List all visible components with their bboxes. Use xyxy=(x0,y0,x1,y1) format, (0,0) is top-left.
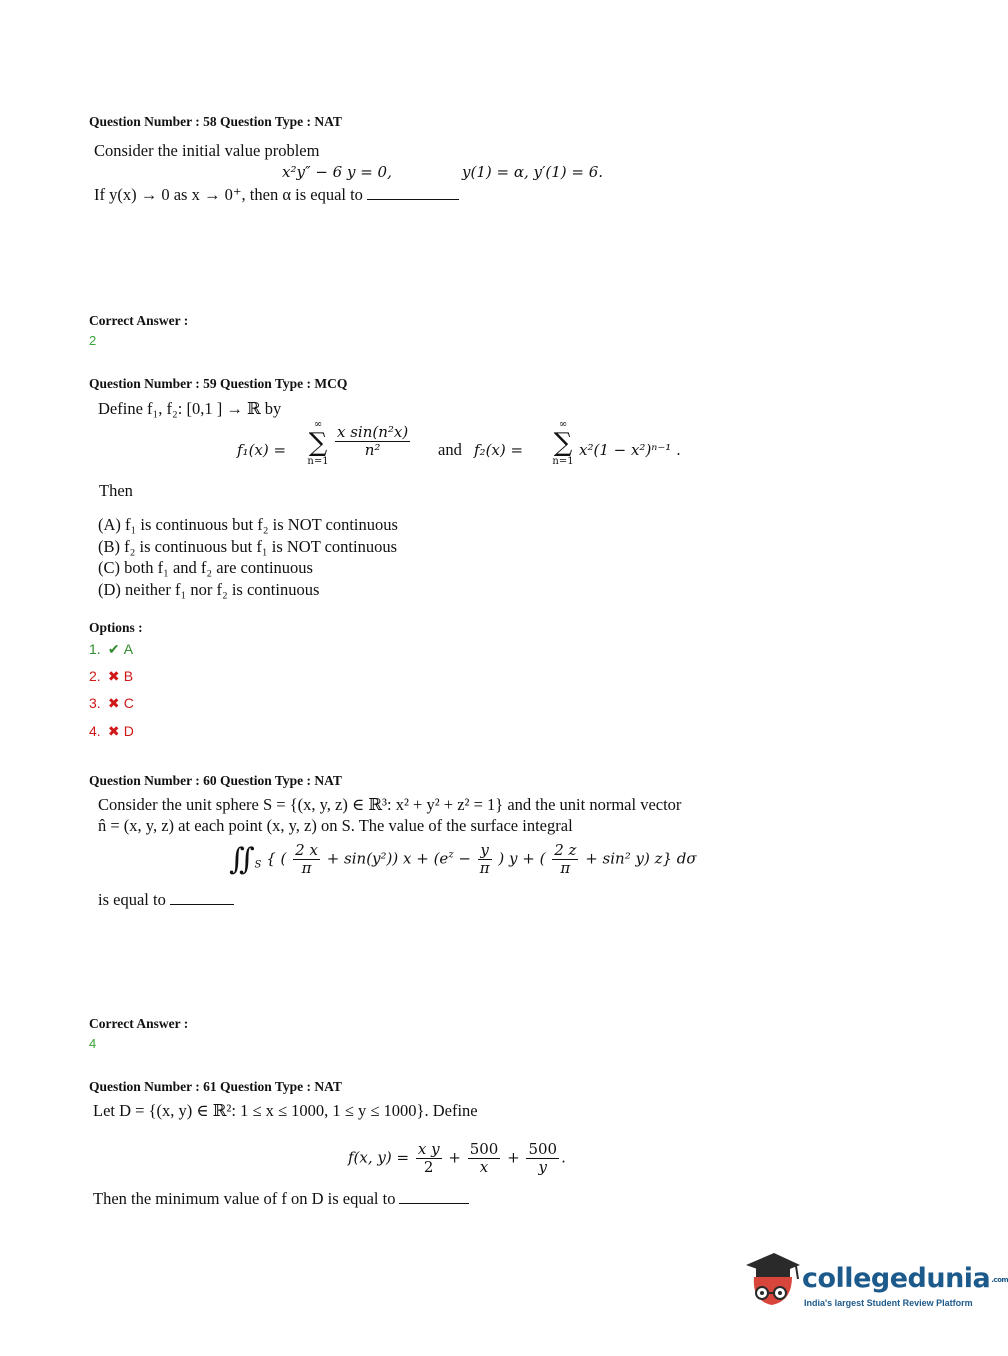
option-number: 1. xyxy=(89,641,101,657)
q59-f2-sum-upper: ∞ xyxy=(558,419,568,430)
option-letter: A xyxy=(123,641,134,657)
q61-plus-2: + xyxy=(507,1148,520,1167)
q61-frac1-den: 2 xyxy=(423,1157,434,1176)
q60-minus: − xyxy=(458,849,471,868)
q59-f1-denominator: n² xyxy=(364,440,381,459)
check-icon: ✔ xyxy=(107,641,120,657)
q59-choice-a: (A) f₁ is continuous but f₂ is NOT continuous xyxy=(98,515,398,534)
q61-frac3-den: y xyxy=(538,1157,548,1176)
q61-period: . xyxy=(561,1148,566,1167)
q59-and: and xyxy=(438,440,462,459)
logo-suffix: .com xyxy=(991,1275,1008,1284)
q61-then-line xyxy=(93,1189,469,1209)
q60-answer-blank xyxy=(170,903,234,905)
q60-frac3-den: π xyxy=(560,858,571,877)
q61-header: Question Number : 61 Question Type : NAT xyxy=(89,1079,342,1094)
q59-option-3 xyxy=(89,695,134,712)
q60-frac2-den: π xyxy=(479,858,490,877)
q61-function xyxy=(348,1142,566,1175)
q60-integral xyxy=(229,842,697,877)
q59-define: Define f₁, f₂: [0,1 ] → ℝ by xyxy=(98,399,282,418)
q59-choice-d: (D) neither f₁ nor f₂ is continuous xyxy=(98,580,320,599)
option-number: 2. xyxy=(89,668,101,684)
q59-choice-b: (B) f₂ is continuous but f₁ is NOT continuous xyxy=(98,537,398,556)
q59-f2-sum-lower: n=1 xyxy=(552,456,574,467)
q61-frac3-num: 500 xyxy=(528,1140,558,1158)
q60-frac1-den: π xyxy=(301,858,312,877)
q58-answer-label: Correct Answer : xyxy=(89,313,189,328)
option-number: 3. xyxy=(89,695,101,711)
double-integral-icon: ∬ xyxy=(229,842,255,877)
q59-f2-term: x²(1 − x²)ⁿ⁻¹ . xyxy=(579,441,681,459)
q61-f-lhs: f(x, y) = xyxy=(348,1148,410,1167)
q59-f1-sum-icon: ∞ ∑ n=1 xyxy=(303,419,333,467)
logo-name xyxy=(802,1263,1008,1294)
q59-f1-lhs: f₁(x) = xyxy=(237,441,287,459)
q60-frac3-num: 2 z xyxy=(554,840,577,859)
q60-answer-label: Correct Answer : xyxy=(89,1016,189,1031)
q61-frac1-num: x y xyxy=(417,1140,440,1158)
q59-choice-c: (C) both f₁ and f₂ are continuous xyxy=(98,558,313,577)
q61-frac2-den: x xyxy=(479,1157,489,1176)
q58-condition-line xyxy=(94,185,459,205)
q61-answer-blank xyxy=(399,1202,469,1204)
cross-icon: ✖ xyxy=(107,723,120,739)
q59-header: Question Number : 59 Question Type : MCQ xyxy=(89,376,348,391)
q61-line1: Let D = {(x, y) ∈ ℝ²: 1 ≤ x ≤ 1000, 1 ≤ y ≤ 1000}. Define xyxy=(93,1101,478,1120)
q58-header: Question Number : 58 Question Type : NAT xyxy=(89,114,342,129)
q58-condition-text: If y(x) → 0 as x → 0⁺, then α is equal to xyxy=(94,185,363,204)
q60-part1: + sin(y²)) x + (e xyxy=(326,849,449,868)
q59-then: Then xyxy=(99,481,133,500)
option-number: 4. xyxy=(89,723,101,739)
q60-frac1-num: 2 x xyxy=(295,840,318,859)
option-letter: B xyxy=(123,668,134,684)
logo-name-text: collegedunia xyxy=(802,1263,991,1294)
q59-f2-sum-icon: ∞ ∑ n=1 xyxy=(548,419,578,467)
q58-answer-blank xyxy=(367,198,459,200)
q59-option-2 xyxy=(89,668,133,685)
q59-f1-fraction xyxy=(333,425,412,458)
q61-frac2-num: 500 xyxy=(469,1140,499,1158)
mascot-icon xyxy=(742,1249,802,1311)
q60-line2: n̂ = (x, y, z) at each point (x, y, z) on S. The value of the surface integral xyxy=(98,816,573,835)
q61-plus-1: + xyxy=(448,1148,461,1167)
q59-f1-sum-upper: ∞ xyxy=(313,419,323,430)
q59-options-label: Options : xyxy=(89,620,143,635)
q60-answer-value: 4 xyxy=(89,1036,97,1051)
q60-open-brace: { ( xyxy=(266,849,287,868)
q59-f1-sum-lower: n=1 xyxy=(307,456,329,467)
cross-icon: ✖ xyxy=(107,668,120,684)
option-letter: D xyxy=(123,723,134,739)
cross-icon: ✖ xyxy=(107,695,120,711)
q59-option-1 xyxy=(89,641,133,658)
q59-f2-lhs: f₂(x) = xyxy=(474,441,524,459)
q61-then: Then the minimum value of f on D is equal to xyxy=(93,1189,396,1208)
collegedunia-logo xyxy=(742,1249,1008,1321)
q60-frac2-num: y xyxy=(478,843,492,860)
q60-equal-line xyxy=(98,890,234,910)
q58-equation: x²y″ − 6 y = 0, xyxy=(282,163,392,181)
q58-conditions: y(1) = α, y′(1) = 6. xyxy=(462,163,604,181)
q60-header: Question Number : 60 Question Type : NAT xyxy=(89,773,342,788)
q59-option-4 xyxy=(89,723,134,740)
option-letter: C xyxy=(123,695,134,711)
logo-tagline: India's largest Student Review Platform xyxy=(804,1298,973,1308)
q58-answer-value: 2 xyxy=(89,333,97,348)
q60-exp-z: z xyxy=(448,849,454,861)
q60-line1: Consider the unit sphere S = {(x, y, z) ∈ ℝ³: x² + y² + z² = 1} and the unit normal vector xyxy=(98,795,682,814)
q58-intro: Consider the initial value problem xyxy=(94,141,320,160)
q59-f1-numerator: x sin(n²x) xyxy=(337,423,409,441)
q60-is-equal: is equal to xyxy=(98,890,166,909)
q60-part2: ) y + ( xyxy=(498,849,546,868)
q60-integral-sub: S xyxy=(254,859,262,871)
q60-part3: + sin² y) z} dσ xyxy=(585,849,697,868)
